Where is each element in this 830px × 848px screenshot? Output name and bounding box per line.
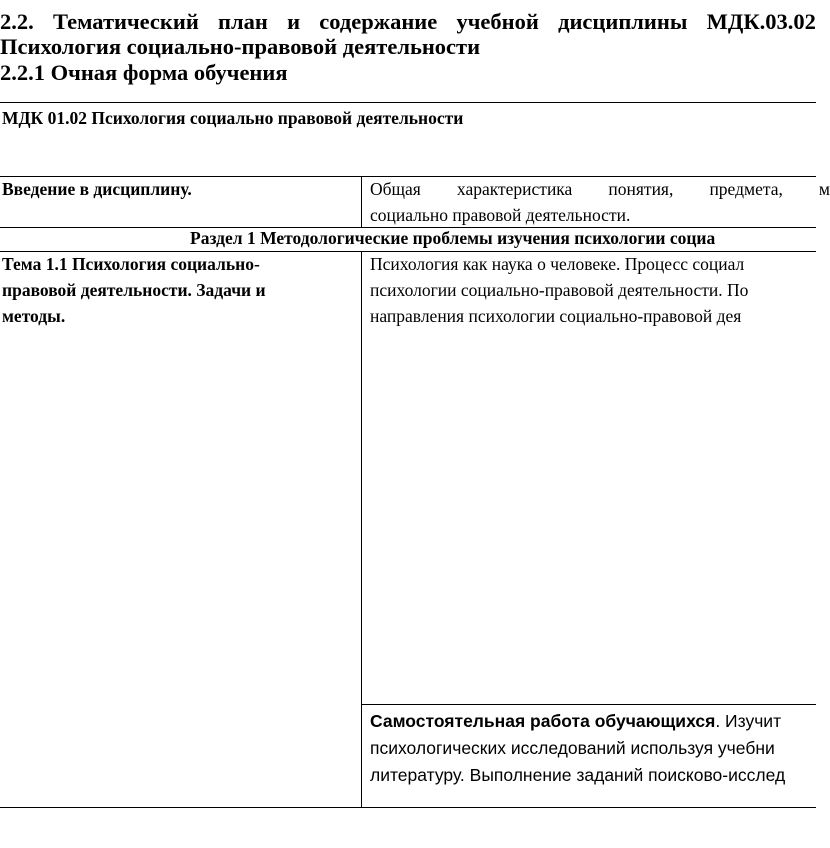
topic-content-line: Психология как наука о человеке. Процесс социал bbox=[370, 254, 745, 274]
topic-row-left bbox=[2, 251, 266, 329]
document-heading-line2: Психология социально-правовой деятельности bbox=[0, 34, 481, 59]
heading-word: МДК.03.02 bbox=[706, 9, 816, 34]
document-subheading: 2.2.1 Очная форма обучения bbox=[0, 60, 288, 85]
intro-row-right bbox=[370, 176, 830, 228]
heading-word: содержание bbox=[319, 9, 438, 34]
selfwork-line3: литературу. Выполнение заданий поисково-исслед bbox=[370, 765, 786, 785]
heading-word: Тематический bbox=[52, 9, 199, 34]
heading-word: дисциплины bbox=[558, 9, 688, 34]
intro-row-left: Введение в дисциплину. bbox=[2, 179, 192, 199]
topic-title-line: правовой деятельности. Задачи и bbox=[2, 280, 266, 300]
text-word: характеристика bbox=[456, 179, 573, 199]
text-word: Общая bbox=[370, 179, 421, 199]
intro-row-right-line2: социально правовой деятельности. bbox=[370, 205, 631, 225]
table-top-border bbox=[0, 102, 816, 103]
selfwork-line1-rest: . Изучит bbox=[715, 711, 782, 731]
heading-word: план bbox=[218, 9, 268, 34]
table-inner-row-border bbox=[361, 704, 816, 705]
selfwork-line2: психологических исследований используя учебни bbox=[370, 738, 775, 758]
topic-title-line: Тема 1.1 Психология социально- bbox=[2, 254, 260, 274]
section-heading: Раздел 1 Методологические проблемы изучения психологии социа bbox=[190, 228, 716, 248]
topic-content-line: психологии социально-правовой деятельности. По bbox=[370, 280, 749, 300]
text-word: предмета, bbox=[709, 179, 783, 199]
table-title: МДК 01.02 Психология социально правовой деятельности bbox=[2, 108, 464, 128]
table-bottom-border bbox=[0, 807, 816, 808]
column-divider bbox=[361, 251, 362, 807]
heading-word: учебной bbox=[456, 9, 539, 34]
topic-content-line: направления психологии социально-правовой дея bbox=[370, 306, 742, 326]
text-word: понятия, bbox=[608, 179, 674, 199]
text-word: м bbox=[818, 179, 830, 199]
document-heading-line1 bbox=[0, 11, 816, 34]
topic-row-right bbox=[370, 251, 748, 329]
column-divider bbox=[361, 176, 362, 227]
intro-row-right-line1 bbox=[370, 176, 830, 202]
heading-word: и bbox=[287, 9, 301, 34]
heading-word: 2.2. bbox=[0, 9, 34, 34]
selfwork-label: Самостоятельная работа обучающихся bbox=[370, 711, 716, 731]
topic-title-line: методы. bbox=[2, 306, 66, 326]
selfwork-cell bbox=[370, 708, 785, 789]
selfwork-line1 bbox=[370, 708, 785, 735]
